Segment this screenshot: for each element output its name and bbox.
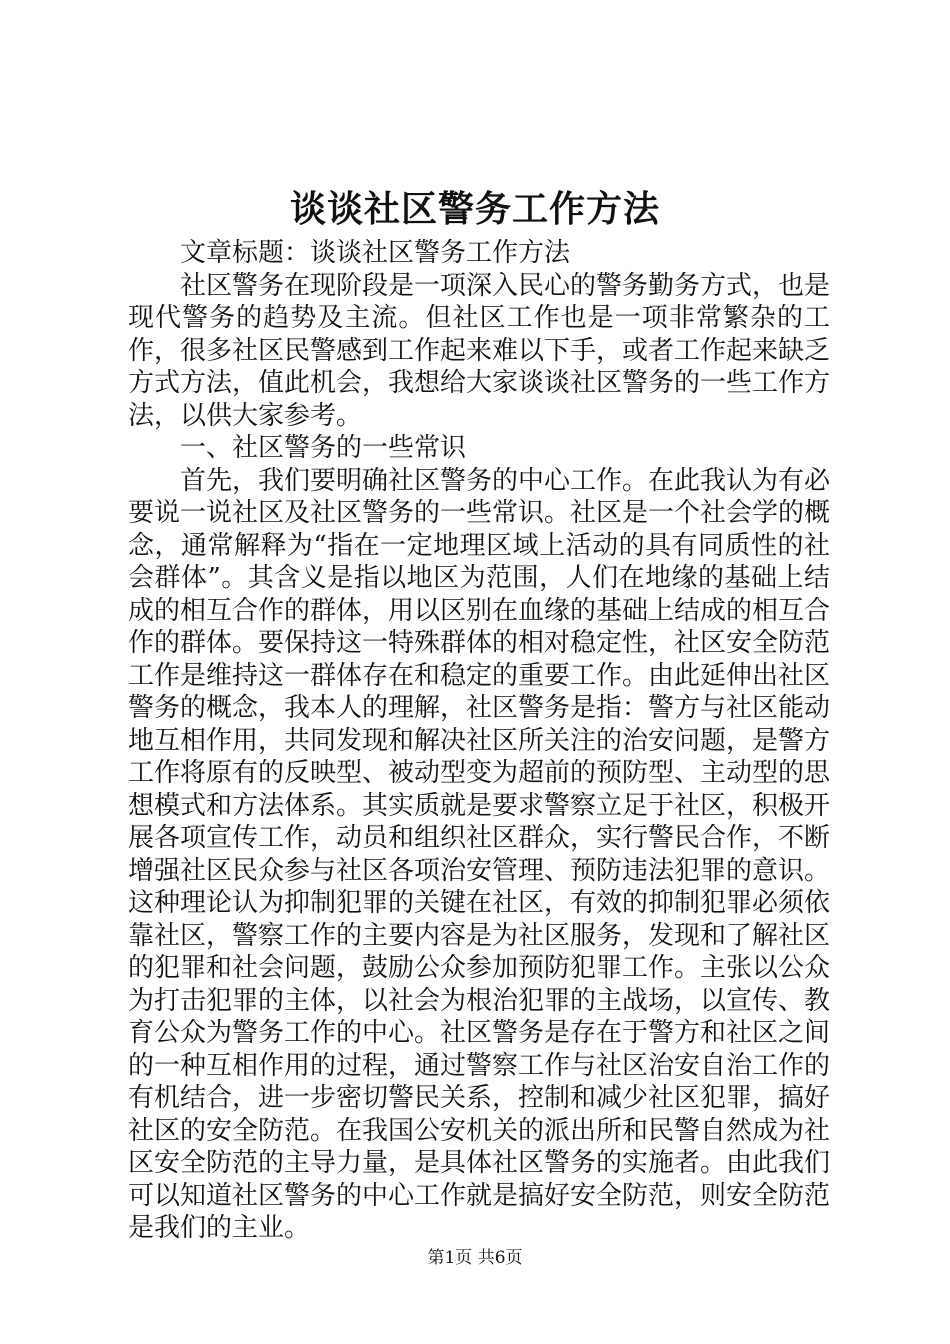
body-paragraph: 首先，我们要明确社区警务的中心工作。在此我认为有必要说一说社区及社区警务的一些常识。社区是一个社会学的概念，通常解释为“指在一定地理区域上活动的具有同质性的社会群体”。其含义是指以地区为范围，人们在地缘的基础上结成的相互合作的群体，用以区别在血缘的基础上结成的相互合作的群体。要保持这一特殊群体的相对稳定性，社区安全防范工作是维持这一群体存在和稳定的重要工作。由此延伸出社区警务的概念，我本人的理解，社区警务是指：警方与社区能动地互相作用，共同发现和解决社区所关注的治安问题，是警方工作将原有的反映型、被动型变为超前的预防型、主动型的思想模式和方法体系。其实质就是要求警察立足于社区，积极开展各项宣传工作，动员和组织社区群众，实行警民合作，不断增强社区民众参与社区各项治安管理、预防违法犯罪的意识。这种理论认为抑制犯罪的关键在社区，有效的抑制犯罪必须依靠社区，警察工作的主要内容是为社区服务，发现和了解社区的犯罪和社会问题，鼓励公众参加预防犯罪工作。主张以公众为打击犯罪的主体，以社会为根治犯罪的主战场，以宣传、教育公众为警务工作的中心。社区警务是存在于警方和社区之间的一种互相作用的过程，通过警察工作与社区治安自治工作的有机结合，进一步密切警民关系，控制和减少社区犯罪，搞好社区的安全防范。在我国公安机关的派出所和民警自然成为社区安全防范的主导力量，是具体社区警务的实施者。由此我们可以知道社区警务的中心工作就是搞好安全防范，则安全防范是我们的主业。 [128, 465, 831, 1243]
intro-paragraph: 社区警务在现阶段是一项深入民心的警务勤务方式，也是现代警务的趋势及主流。但社区工作也是一项非常繁杂的工作，很多社区民警感到工作起来难以下手，或者工作起来缺乏方式方法，值此机会，我想给大家谈谈社区警务的一些工作方法，以供大家参考。 [128, 270, 831, 431]
section-heading: 一、社区警务的一些常识 [180, 433, 467, 463]
article-title-line: 文章标题：谈谈社区警务工作方法 [180, 238, 571, 268]
page-footer: 第1页 共6页 [427, 1248, 523, 1268]
document-title: 谈谈社区警务工作方法 [289, 188, 660, 230]
document-body [128, 237, 830, 1245]
